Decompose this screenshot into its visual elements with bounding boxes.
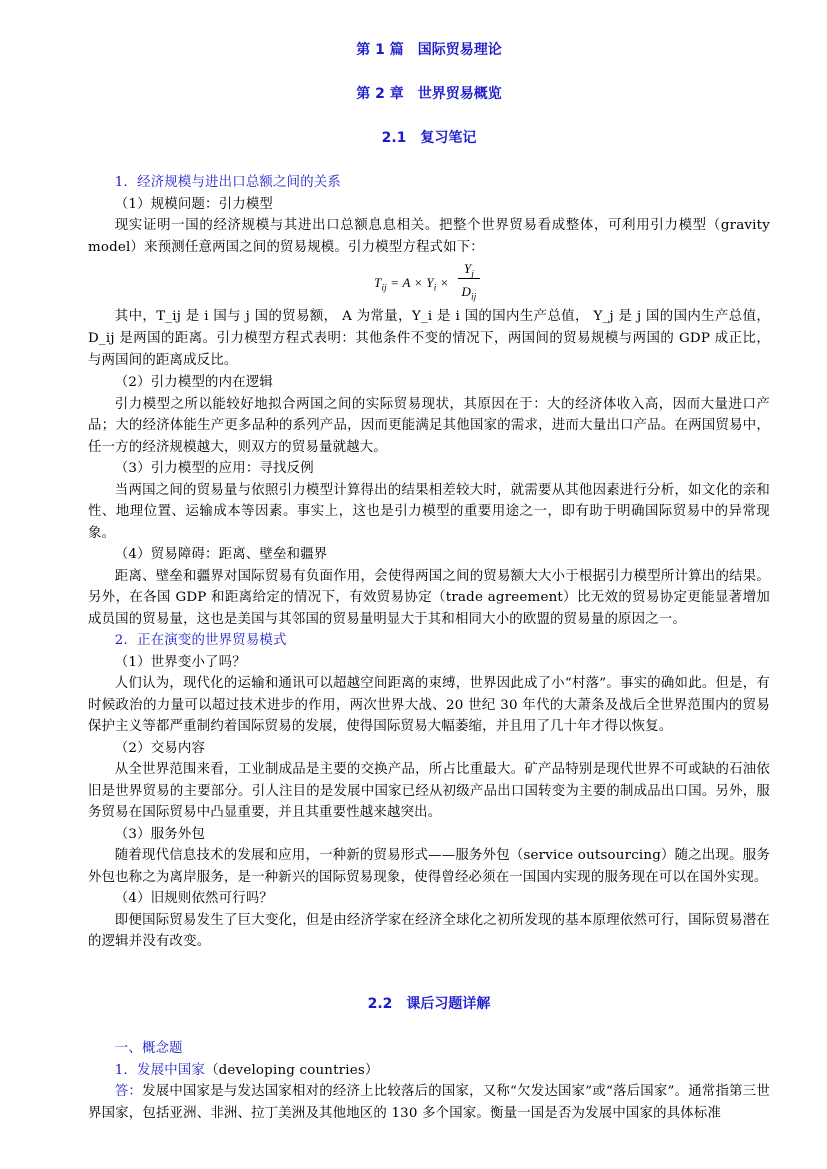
exercise-part-1-title: 一、概念题 (114, 1041, 183, 1056)
formula-fraction: $Y_j$ $D_{ij}$ (458, 258, 480, 308)
section-heading-exercises: 2.2 课后习题详解 (367, 996, 491, 1012)
topic-2-sub-3-paragraph: 随着现代信息技术的发展和应用，一种新的贸易形式——服务外包（service outsourcing）随之出现。服务外包也称之为离岸服务，是一种新兴的国际贸易现象，使得曾经必须在一国国内实现的服务现在可以在国外实现。 (88, 848, 770, 885)
topic-1-sub-1-title: （1）规模问题：引力模型 (114, 196, 274, 212)
exercises-body (88, 1038, 770, 1124)
topic-2-sub-1-paragraph: 人们认为，现代化的运输和通讯可以超越空间距离的束缚，世界因此成了小“村落”。事实的确如此。但是，有时候政治的力量可以超过技术进步的作用，两次世界大战、20 世纪 30 年代的大萧条及战后全世界范围内的贸易保护主义等都严重制约着国际贸易的发展，使得国际贸易大幅萎缩，并且用了几十年才得以恢复。 (88, 676, 770, 734)
topic-1-sub-1-paragraph: 现实证明一国的经济规模与其进出口总额息息相关。把整个世界贸易看成整体，可利用引力模型（gravity model）来预测任意两国之间的贸易规模。引力模型方程式如下： (88, 218, 770, 255)
question-1-answer: 答：发展中国家是与发达国家相对的经济上比较落后的国家，又称“欠发达国家”或“落后国家”。通常指第三世界国家，包括亚洲、非洲、拉丁美洲及其他地区的 130 多个国家。衡量一国是否为发展中国家的具体标准 (88, 1084, 770, 1121)
topic-2-sub-2-title: （2）交易内容 (114, 740, 206, 756)
topic-1-sub-3-paragraph: 当两国之间的贸易量与依照引力模型计算得出的结果相差较大时，就需要从其他因素进行分析，如文化的亲和性、地理位置、运输成本等因素。事实上，这也是引力模型的重要用途之一，即有助于明确国际贸易中的异常现象。 (88, 482, 770, 541)
topic-1-sub-4-paragraph: 距离、壁垒和疆界对国际贸易有负面作用，会使得两国之间的贸易额大大小于根据引力模型所计算出的结果。另外，在各国 GDP 和距离给定的情况下，有效贸易协定（trade agreement）比无效的贸易协定更能显著增加成员国的贸易量，这也是美国与其邻国的贸易量明显大于其和相同大小的欧盟的贸易量的原因之一。 (88, 568, 770, 627)
gravity-model-formula (88, 258, 770, 302)
chapter-heading: 第 2 章 世界贸易概览 (356, 86, 502, 102)
topic-2-sub-1-title: （1）世界变小了吗？ (114, 654, 246, 670)
topic-2-sub-2-paragraph: 从全世界范围来看，工业制成品是主要的交换产品，所占比重最大。矿产品特别是现代世界不可或缺的石油依旧是世界贸易的主要部分。引人注目的是发展中国家已经从初级产品出口国转变为主要的制成品出口国。另外，服务贸易在国际贸易中凸显重要，并且其重要性越来越突出。 (88, 762, 770, 820)
section-heading-notes: 2.1 复习笔记 (381, 130, 477, 146)
answer-label: 答： (114, 1084, 143, 1099)
topic-1-title: 1．经济规模与进出口总额之间的关系 (114, 175, 341, 190)
topic-1-sub-4-title: （4）贸易障碍：距离、壁垒和疆界 (114, 547, 328, 562)
topic-2-title: 2．正在演变的世界贸易模式 (114, 633, 287, 648)
part-heading: 第 1 篇 国际贸易理论 (356, 42, 502, 58)
question-1-title: 1．发展中国家（developing countries） (114, 1062, 379, 1078)
formula-lhs: $T_{ij} = A \times Y_i$ × (374, 275, 449, 293)
topic-1-sub-2-paragraph: 引力模型之所以能较好地拟合两国之间的实际贸易现状，其原因在于：大的经济体收入高，因而大量进口产品；大的经济体能生产更多品种的系列产品，因而更能满足其他国家的需求，进而大量出口产品。在两国贸易中，任一方的经济规模越大，则双方的贸易量就越大。 (88, 396, 770, 455)
notes-body (88, 172, 770, 953)
topic-2-sub-4-paragraph: 即便国际贸易发生了巨大变化，但是由经济学家在经济全球化之初所发现的基本原理依然可行，国际贸易潜在的逻辑并没有改变。 (88, 912, 770, 949)
topic-2-sub-4-title: （4）旧规则依然可行吗？ (114, 891, 274, 906)
topic-2-sub-3-title: （3）服务外包 (114, 826, 206, 842)
topic-1-sub-1-explanation: 其中，T_ij 是 i 国与 j 国的贸易额， A 为常量，Y_i 是 i 国的国内生产总值， Y_j 是 j 国的国内生产总值， D_ij 是两国的距离。引力模型方程式表明：其他条件不变的情况下，两国间的贸易规模与两国的 GDP 成正比，与两国间的距离成反比。 (88, 309, 770, 368)
topic-1-sub-2-title: （2）引力模型的内在逻辑 (114, 375, 274, 390)
topic-1-sub-3-title: （3）引力模型的应用：寻找反例 (114, 461, 314, 476)
